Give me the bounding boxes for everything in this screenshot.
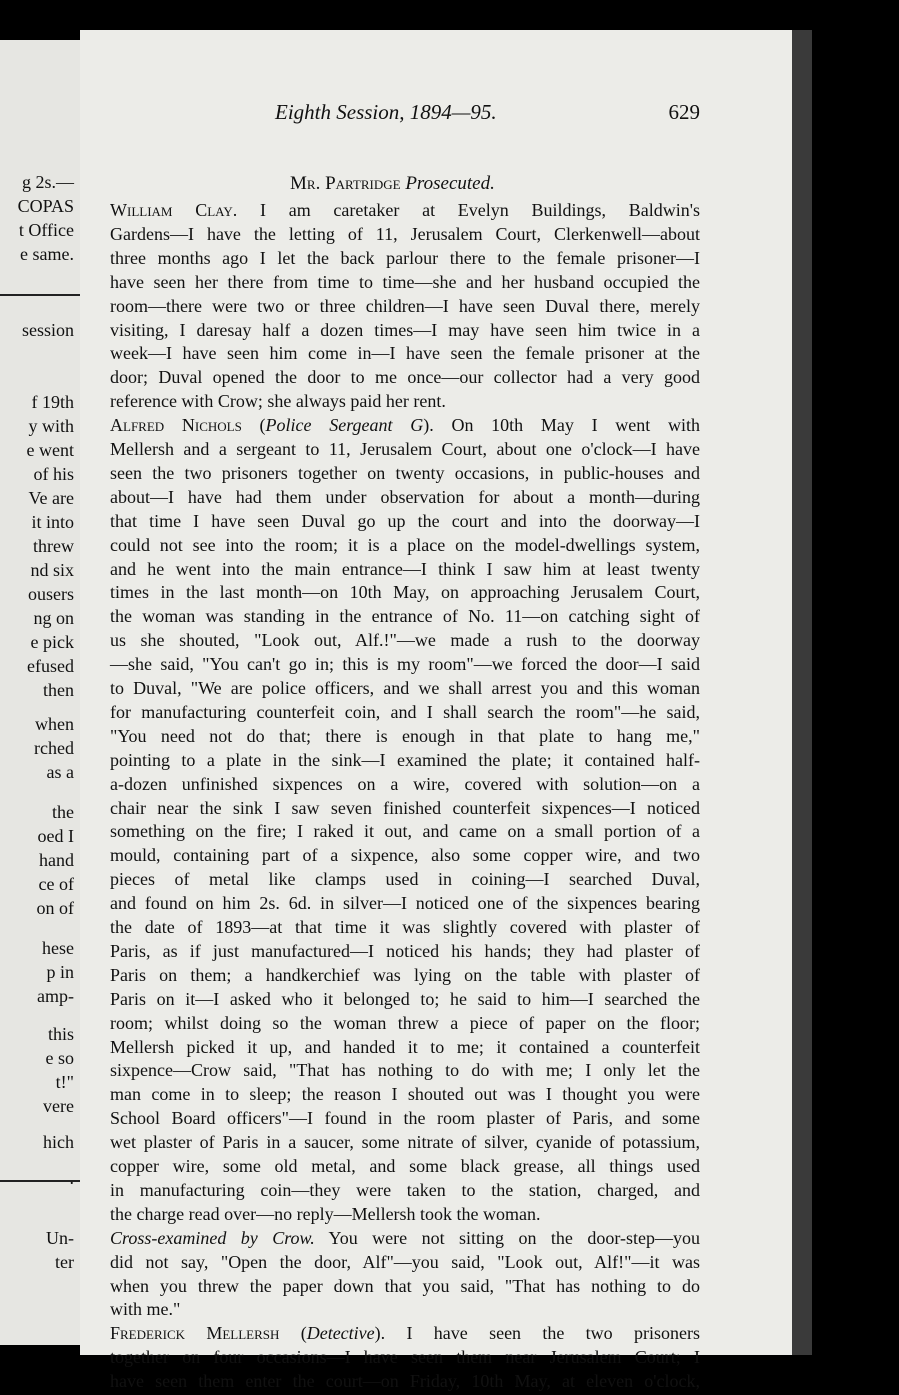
facing-page-line: when: [35, 714, 74, 734]
facing-page-line: this: [47, 1024, 74, 1044]
facing-page-line: of his: [33, 464, 74, 484]
running-head: Eighth Session, 1894—95.: [275, 100, 497, 124]
text-line: [110, 413, 700, 437]
text-line: [110, 772, 700, 796]
text-line: [110, 1082, 700, 1106]
text-line: [110, 604, 700, 628]
text-run: the charge read over—no reply—Mellersh took the woman.: [110, 1203, 541, 1224]
text-run: week—I have seen him come in—I have seen the female prisoner at the: [110, 343, 700, 364]
speaker-name: William Clay: [110, 200, 233, 220]
text-line: [110, 1011, 700, 1035]
text-run: visiting, I daresay half a dozen times—I may have seen him twice in a: [110, 319, 700, 340]
text-run: together on four occasions—I have seen them near Jerusalem Court; I: [110, 1347, 700, 1368]
text-line: [110, 1274, 700, 1298]
text-line: [110, 1178, 700, 1202]
text-run: room—there were two or three children—I have seen Duval there, merely: [110, 295, 700, 316]
facing-page-line: p in: [46, 962, 74, 982]
text-run: School Board officers"—I found in the room plaster of Paris, and some: [110, 1108, 700, 1129]
text-line: [110, 1154, 700, 1178]
text-line: [110, 485, 700, 509]
facing-page-line: ousers: [28, 584, 74, 604]
text-line: [110, 341, 700, 365]
text-line: [110, 365, 700, 389]
text-run: the woman was standing in the entrance of No. 11—on catching sight of: [110, 606, 700, 627]
text-run: You were not sitting on the door-step—you: [314, 1227, 700, 1248]
text-line: [110, 1035, 700, 1059]
facing-page-line: as a: [46, 762, 74, 782]
text-line: [110, 676, 700, 700]
subhead-name: Mr. Partridge: [290, 173, 401, 194]
text-run: in manufacturing coin—they were taken to the station, charged, and: [110, 1179, 700, 1200]
text-run: ). I have seen the two prisoners: [374, 1323, 700, 1344]
text-line: [110, 580, 700, 604]
italic-text: Cross-examined by Crow.: [110, 1227, 315, 1248]
facing-page-line: t!": [55, 1072, 74, 1092]
facing-page-line: hand: [39, 850, 74, 870]
text-line: [110, 796, 700, 820]
text-line: [110, 867, 700, 891]
text-run: pieces of metal like clamps used in coining—I searched Duval,: [110, 869, 700, 890]
text-run: —she said, "You can't go in; this is my room"—we forced the door—I said: [110, 654, 700, 675]
text-line: [110, 437, 700, 461]
text-run: Paris, as if just manufactured—I noticed his hands; they had plaster of: [110, 940, 700, 961]
text-run: room; whilst doing so the woman threw a piece of paper on the floor;: [110, 1012, 700, 1033]
text-line: [110, 939, 700, 963]
text-run: when you threw the paper down that you said, "That has nothing to do: [110, 1275, 700, 1296]
text-run: with me.": [110, 1299, 181, 1320]
section-subhead: [290, 173, 495, 195]
facing-page-line: session: [21, 320, 74, 340]
facing-page-line: oed I: [37, 826, 74, 846]
text-line: [110, 987, 700, 1011]
text-line: [110, 891, 700, 915]
text-line: [110, 461, 700, 485]
text-run: something on the fire; I raked it out, and came on a small portion of a: [110, 821, 700, 842]
text-run: copper wire, some old metal, and some black grease, all things used: [110, 1156, 700, 1176]
facing-page-line: Ve are: [28, 488, 74, 508]
text-run: Gardens—I have the letting of 11, Jerusalem Court, Clerkenwell—about: [110, 223, 700, 244]
facing-page-line: g 2s.—: [21, 172, 74, 192]
text-run: "You need not do that; there is enough in that plate to hang me,": [110, 725, 700, 746]
text-run: and he went into the main entrance—I think I saw him at least twenty: [110, 558, 700, 579]
facing-page-rule: [0, 1180, 80, 1182]
text-run: the date of 1893—at that time it was slightly covered with plaster of: [110, 917, 700, 937]
italic-text: Police Sergeant G: [265, 415, 424, 436]
text-line: [110, 1297, 700, 1321]
text-line: [110, 389, 700, 413]
facing-page-fragment: [0, 40, 83, 1345]
text-run: Mellersh and a sergeant to 11, Jerusalem Court, about one o'clock—I have: [110, 439, 700, 459]
text-line: [110, 652, 700, 676]
text-run: reference with Crow; she always paid her rent.: [110, 391, 446, 412]
facing-page-line: ce of: [38, 874, 74, 894]
text-run: have seen them enter the court—on Friday, 10th May, at eleven o'clock,: [110, 1371, 700, 1392]
text-run: Mellersh picked it up, and handed it to me; it contained a counterfeit: [110, 1036, 700, 1057]
facing-page-line: t Office: [18, 220, 74, 240]
text-line: [110, 222, 700, 246]
text-run: ). On 10th May I went with: [423, 415, 700, 436]
text-run: for manufacturing counterfeit coin, and I shall search the room"—he said,: [110, 701, 700, 722]
text-run: door; Duval opened the door to me once—our collector had a very good: [110, 367, 700, 388]
text-run: mould, containing part of a sixpence, also some copper wire, and two: [110, 845, 700, 866]
text-line: [110, 1130, 700, 1154]
text-run: Paris on it—I asked who it belonged to; he said to him—I searched the: [110, 988, 700, 1009]
text-line: [110, 1058, 700, 1082]
subhead-status: Prosecuted.: [405, 173, 495, 194]
facing-page-line: e same.: [20, 244, 74, 264]
text-run: could not see into the room; it is a place on the model-dwellings system,: [110, 534, 700, 555]
text-run: did not say, "Open the door, Alf"—you said, "Look out, Alf!"—it was: [110, 1251, 700, 1272]
facing-page-line: Un-: [46, 1228, 74, 1248]
text-run: sixpence—Crow said, "That has nothing to do with me; I only let the: [110, 1060, 700, 1081]
facing-page-line: threw: [33, 536, 74, 556]
text-line: [110, 533, 700, 557]
text-line: [110, 1369, 700, 1393]
facing-page-line: .: [69, 1168, 74, 1188]
italic-text: Detective: [306, 1323, 375, 1344]
text-run: . I am caretaker at Evelyn Buildings, Baldwin's: [232, 200, 701, 220]
text-run: pointing to a plate in the sink—I examined the plate; it contained half-: [110, 749, 700, 770]
facing-page-line: ng on: [33, 608, 74, 628]
facing-page-line: the: [52, 802, 74, 822]
facing-page-line: COPAS: [17, 196, 74, 216]
facing-page-line: e pick: [30, 632, 74, 652]
text-line: [110, 294, 700, 318]
text-line: [110, 1226, 700, 1250]
speaker-name: Alfred Nichols: [110, 415, 242, 436]
text-line: [110, 1345, 700, 1369]
facing-page-line: f 19th: [31, 392, 74, 412]
text-line: [110, 1106, 700, 1130]
facing-page-line: y with: [28, 416, 74, 436]
text-line: [110, 724, 700, 748]
facing-page-line: then: [43, 680, 74, 700]
text-line: [110, 915, 700, 939]
text-run: have seen her there from time to time—she and her husband occupied the: [110, 271, 700, 292]
text-line: [110, 1250, 700, 1274]
text-line: [110, 318, 700, 342]
text-line: [110, 963, 700, 987]
text-line: [110, 700, 700, 724]
facing-page-line: amp-: [37, 986, 74, 1006]
facing-page-line: e so: [45, 1048, 74, 1068]
text-run: us she shouted, "Look out, Alf.!"—we made a rush to the doorway: [110, 630, 700, 651]
speaker-name: Frederick Mellersh: [110, 1323, 280, 1344]
text-line: [110, 1202, 700, 1226]
text-run: three months ago I let the back parlour there to the female prisoner—I: [110, 247, 700, 268]
text-run: man come in to sleep; the reason I shouted out was I thought you were: [110, 1084, 700, 1105]
text-run: Paris on them; a handkerchief was lying on the table with plaster of: [110, 964, 700, 985]
facing-page-line: efused: [27, 656, 74, 676]
text-line: [110, 843, 700, 867]
facing-page-line: ter: [55, 1252, 74, 1272]
text-run: (: [279, 1323, 307, 1344]
text-run: times in the last month—on 10th May, on approaching Jerusalem Court,: [110, 582, 700, 603]
text-run: seen the two prisoners together on twenty occasions, in public-houses and: [110, 462, 700, 483]
text-line: [110, 198, 700, 222]
text-line: [110, 557, 700, 581]
text-run: and found on him 2s. 6d. in silver—I noticed one of the sixpences bearing: [110, 893, 700, 914]
facing-page-line: rched: [34, 738, 74, 758]
text-line: [110, 819, 700, 843]
page-header: [100, 100, 700, 130]
text-run: (: [241, 415, 266, 436]
text-line: [110, 628, 700, 652]
facing-page-line: e went: [26, 440, 74, 460]
facing-page-line: it into: [31, 512, 74, 532]
text-line: [110, 748, 700, 772]
facing-page-line: hich: [43, 1132, 74, 1152]
text-run: wet plaster of Paris in a saucer, some nitrate of silver, cyanide of potassium,: [110, 1132, 700, 1153]
facing-page-line: on of: [36, 898, 74, 918]
text-line: [110, 270, 700, 294]
text-run: chair near the sink I saw seven finished counterfeit sixpences—I noticed: [110, 797, 700, 818]
text-run: about—I have had them under observation for about a month—during: [110, 486, 700, 507]
facing-page-line: vere: [43, 1096, 74, 1116]
text-run: that time I have seen Duval go up the court and into the doorway—I: [110, 510, 700, 531]
text-line: [110, 509, 700, 533]
text-line: [110, 246, 700, 270]
facing-page-rule: [0, 294, 80, 296]
text-line: [110, 1321, 700, 1345]
page-number: 629: [668, 100, 700, 124]
facing-page-line: nd six: [30, 560, 74, 580]
text-run: to Duval, "We are police officers, and we shall arrest you and this woman: [110, 678, 700, 698]
text-run: a-dozen unfinished sixpences on a wire, covered with solution—on a: [110, 773, 700, 794]
facing-page-line: hese: [42, 938, 74, 958]
